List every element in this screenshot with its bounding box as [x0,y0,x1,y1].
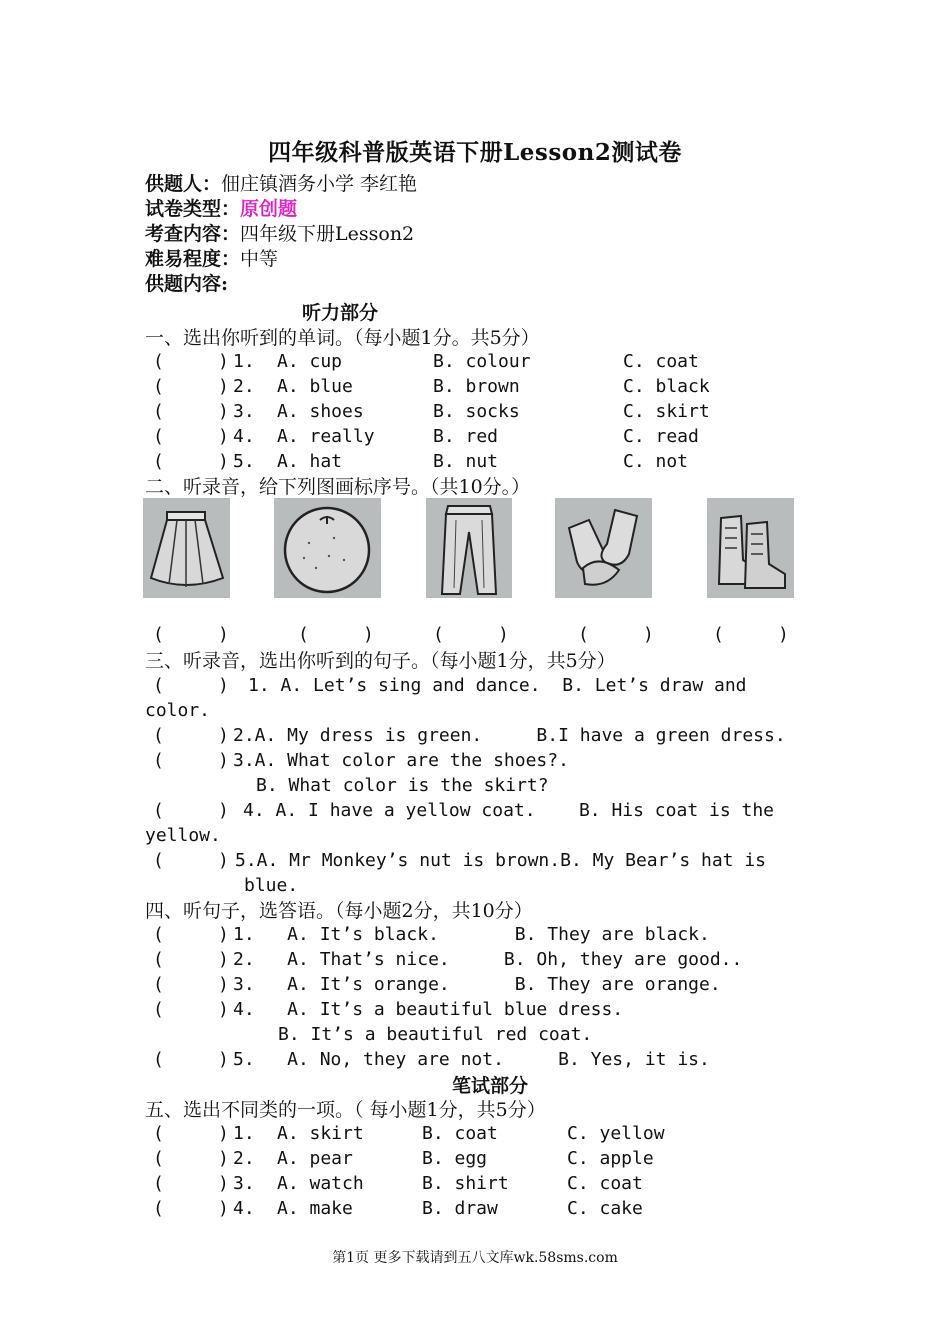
s1-row [0,399,950,424]
s1-option-c[interactable]: C. black [623,376,710,397]
s5-answer-blank[interactable]: ( ) [153,1198,229,1219]
meta-content [145,222,414,247]
section4-answer-5[interactable]: ( ) [153,1049,229,1070]
section3-q2: 2.A. My dress is green. B.I have a green dress. [233,725,786,746]
meta-difficulty-label: 难易程度： [145,248,241,270]
s1-number: 4. [233,426,255,447]
section2-answer-3[interactable]: ( ) [433,624,509,645]
s1-row [0,349,950,374]
section3-heading: 三、听录音，选出你听到的句子。（每小题1分，共5分） [145,650,616,672]
section4-q1: 1. A. It’s black. B. They are black. [233,924,710,945]
s5-option-c[interactable]: C. coat [567,1173,643,1194]
section3-q4-line1: 4. A. I have a yellow coat. B. His coat is the [243,800,775,821]
section4-answer-1[interactable]: ( ) [153,924,229,945]
section4-heading: 四、听句子，选答语。（每小题2分，共10分） [145,900,533,922]
s1-option-a[interactable]: A. blue [277,376,353,397]
s5-option-c[interactable]: C. apple [567,1148,654,1169]
s1-number: 2. [233,376,255,397]
writing-section-title: 笔试部分 [451,1075,528,1097]
section3-answer-1[interactable]: ( ) [153,675,229,696]
section3-q1-line2: color. [145,700,211,721]
section2-answer-4[interactable]: ( ) [578,624,654,645]
page-footer: 第1页 更多下载请到五八文库wk.58sms.com [332,1250,618,1266]
section3-q1-line1: 1. A. Let’s sing and dance. B. Let’s draw and [248,675,747,696]
section3-q3-line1: 3.A. What color are the shoes?. [233,750,569,771]
section2-answer-5[interactable]: ( ) [713,624,789,645]
s5-option-c[interactable]: C. cake [567,1198,643,1219]
page-title: 四年级科普版英语下册Lesson2测试卷 [268,139,682,166]
meta-question [145,272,228,297]
s1-number: 5. [233,451,255,472]
section3-answer-2[interactable]: ( ) [153,725,229,746]
s5-row [0,1146,950,1171]
s5-option-c[interactable]: C. yellow [567,1123,665,1144]
s5-number: 2. [233,1148,255,1169]
s5-answer-blank[interactable]: ( ) [153,1173,229,1194]
picture-boots [707,498,794,598]
section3-answer-3[interactable]: ( ) [153,750,229,771]
s5-number: 1. [233,1123,255,1144]
s5-number: 3. [233,1173,255,1194]
picture-trousers [426,498,512,598]
s1-number: 3. [233,401,255,422]
s5-answer-blank[interactable]: ( ) [153,1148,229,1169]
s1-option-a[interactable]: A. hat [277,451,343,472]
s1-answer-blank[interactable]: ( ) [153,451,229,472]
meta-type-label: 试卷类型： [145,198,241,220]
s5-row [0,1171,950,1196]
s1-option-b[interactable]: B. brown [433,376,520,397]
listening-section-title: 听力部分 [301,302,378,324]
s5-option-a[interactable]: A. make [277,1198,353,1219]
s5-option-a[interactable]: A. watch [277,1173,364,1194]
section4-answer-2[interactable]: ( ) [153,949,229,970]
s5-option-a[interactable]: A. skirt [277,1123,364,1144]
section4-answer-4[interactable]: ( ) [153,999,229,1020]
s1-answer-blank[interactable]: ( ) [153,401,229,422]
s1-option-b[interactable]: B. colour [433,351,531,372]
section2-answer-1[interactable]: ( ) [153,624,229,645]
s5-option-b[interactable]: B. draw [422,1198,498,1219]
s1-option-a[interactable]: A. shoes [277,401,364,422]
section3-q3-line2: B. What color is the skirt? [256,775,549,796]
s5-option-b[interactable]: B. shirt [422,1173,509,1194]
s5-option-a[interactable]: A. pear [277,1148,353,1169]
s1-option-b[interactable]: B. socks [433,401,520,422]
s1-answer-blank[interactable]: ( ) [153,426,229,447]
s1-row [0,424,950,449]
section3-answer-5[interactable]: ( ) [153,850,229,871]
s1-option-b[interactable]: B. red [433,426,499,447]
meta-difficulty-value: 中等 [240,248,279,270]
meta-content-value: 四年级下册Lesson2 [240,223,415,245]
meta-provider-label: 供题人： [145,173,222,195]
meta-type [145,197,297,222]
s1-option-a[interactable]: A. cup [277,351,343,372]
s1-option-c[interactable]: C. coat [623,351,699,372]
section4-answer-3[interactable]: ( ) [153,974,229,995]
s5-number: 4. [233,1198,255,1219]
s1-row [0,449,950,474]
s1-option-c[interactable]: C. read [623,426,699,447]
section3-q5-line1: 5.A. Mr Monkey’s nut is brown.B. My Bear’s hat is [235,850,767,871]
s5-option-b[interactable]: B. egg [422,1148,488,1169]
s5-row [0,1121,950,1146]
s5-answer-blank[interactable]: ( ) [153,1123,229,1144]
section4-q2: 2. A. That’s nice. B. Oh, they are good.. [233,949,743,970]
section2-heading: 二、听录音，给下列图画标序号。（共10分。） [145,476,531,498]
s5-row [0,1196,950,1221]
section3-q4-line2: yellow. [145,825,221,846]
picture-socks [555,498,652,598]
s1-option-b[interactable]: B. nut [433,451,499,472]
s1-row [0,374,950,399]
s5-option-b[interactable]: B. coat [422,1123,498,1144]
s1-option-a[interactable]: A. really [277,426,375,447]
section4-q4-line1: 4. A. It’s a beautiful blue dress. [233,999,624,1020]
picture-skirt [143,498,230,598]
picture-orange [274,498,381,598]
meta-difficulty [145,247,278,272]
section4-q3: 3. A. It’s orange. B. They are orange. [233,974,721,995]
section1-heading: 一、选出你听到的单词。（每小题1分。共5分） [145,327,540,349]
s1-answer-blank[interactable]: ( ) [153,376,229,397]
meta-provider [145,172,417,197]
section3-q5-line2: blue. [244,875,299,896]
section5-heading: 五、选出不同类的一项。（ 每小题1分，共5分） [145,1099,546,1121]
meta-type-value: 原创题 [240,198,298,220]
section4-q5: 5. A. No, they are not. B. Yes, it is. [233,1049,710,1070]
s1-option-c[interactable]: C. skirt [623,401,710,422]
s1-number: 1. [233,351,255,372]
meta-provider-value: 佃庄镇酒务小学 李红艳 [221,173,418,195]
s1-option-c[interactable]: C. not [623,451,689,472]
s1-answer-blank[interactable]: ( ) [153,351,229,372]
meta-content-label: 考查内容： [145,223,241,245]
section3-answer-4[interactable]: ( ) [153,800,229,821]
section4-q4-line2: B. It’s a beautiful red coat. [278,1024,593,1045]
meta-question-label: 供题内容: [145,273,229,295]
section2-answer-2[interactable]: ( ) [298,624,374,645]
